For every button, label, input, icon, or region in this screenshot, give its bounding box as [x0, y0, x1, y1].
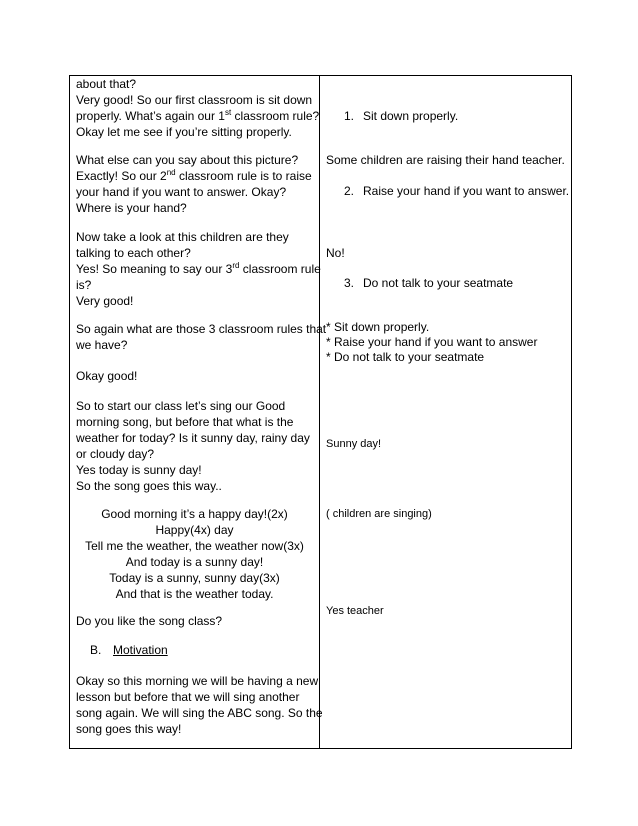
left-text: So to start our class let’s sing our Good: [76, 399, 286, 413]
rule-number: 3.: [344, 276, 355, 290]
left-text: about that?: [76, 77, 137, 91]
rule-number: 1.: [344, 109, 355, 123]
right-text: Sunny day!: [326, 438, 382, 450]
lesson-table: [69, 75, 572, 749]
right-text: Some children are raising their hand teacher.: [326, 153, 565, 167]
song-line: Today is a sunny, sunny day(3x): [109, 571, 280, 585]
left-text: we have?: [76, 338, 128, 352]
left-text: properly. What’s again our 1st classroom rule?: [76, 108, 320, 123]
left-text: song again. We will sing the ABC song. So the: [76, 706, 323, 720]
bullet-item: * Do not talk to your seatmate: [326, 350, 485, 364]
rule-number: 2.: [344, 184, 355, 198]
left-text: weather for today? Is it sunny day, rainy day: [76, 431, 310, 445]
left-text: Okay let me see if you’re sitting properly.: [76, 125, 292, 139]
left-text: Very good! So our first classroom is sit down: [76, 93, 313, 107]
left-text: song goes this way!: [76, 722, 182, 736]
song-line: And that is the weather today.: [115, 587, 274, 601]
left-text: Exactly! So our 2nd classroom rule is to raise: [76, 168, 312, 183]
left-text: Okay so this morning we will be having a new: [76, 674, 319, 688]
left-text: your hand if you want to answer. Okay?: [76, 185, 287, 199]
bullet-item: * Raise your hand if you want to answer: [326, 335, 538, 349]
rule-text: Sit down properly.: [363, 109, 459, 123]
left-text: Now take a look at this children are they: [76, 230, 289, 244]
left-text: is?: [76, 278, 92, 292]
left-text: What else can you say about this picture?: [76, 153, 299, 167]
left-text: Okay good!: [76, 369, 138, 383]
column-divider: [319, 76, 320, 748]
left-text: talking to each other?: [76, 246, 191, 260]
song-line: Good morning it’s a happy day!(2x): [101, 507, 288, 521]
left-text: Do you like the song class?: [76, 614, 223, 628]
song-line: And today is a sunny day!: [125, 555, 264, 569]
right-text: ( children are singing): [326, 508, 432, 520]
left-text: or cloudy day?: [76, 447, 155, 461]
song-line: Happy(4x) day: [155, 523, 234, 537]
left-text: So again what are those 3 classroom rules that: [76, 322, 327, 336]
left-text: Yes! So meaning to say our 3rd classroom rule: [76, 261, 321, 276]
left-text: Where is your hand?: [76, 201, 187, 215]
rule-text: Raise your hand if you want to answer.: [363, 184, 570, 198]
section-letter: B.: [90, 643, 102, 657]
rule-text: Do not talk to your seatmate: [363, 276, 514, 290]
left-text: lesson but before that we will sing another: [76, 690, 300, 704]
left-text: So the song goes this way..: [76, 479, 222, 493]
section-heading: Motivation: [113, 643, 168, 657]
left-text: morning song, but before that what is the: [76, 415, 294, 429]
left-text: Very good!: [76, 294, 134, 308]
right-text: No!: [326, 246, 345, 260]
left-text: Yes today is sunny day!: [76, 463, 202, 477]
song-line: Tell me the weather, the weather now(3x): [85, 539, 304, 553]
right-text: Yes teacher: [326, 605, 384, 617]
bullet-item: * Sit down properly.: [326, 320, 430, 334]
